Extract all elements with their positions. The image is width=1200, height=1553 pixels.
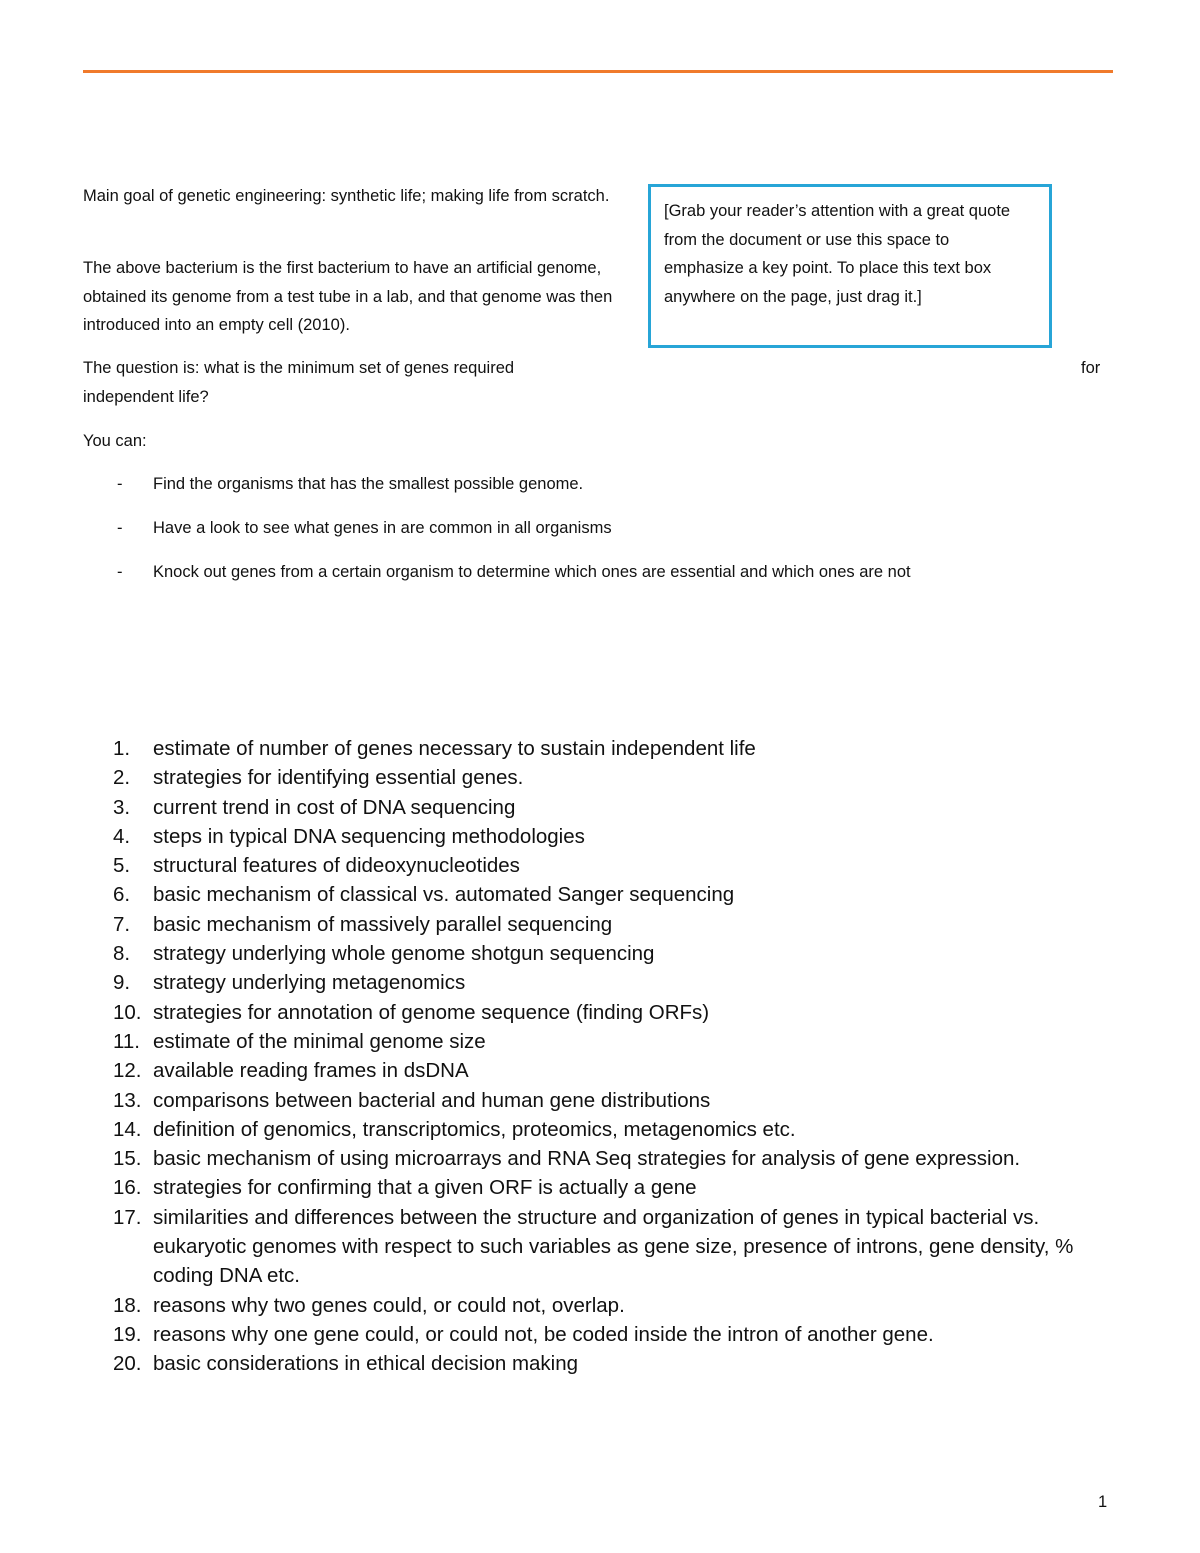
bullet-dash: - [117,519,123,537]
list-item [113,1056,1113,1085]
list-item [113,793,1113,822]
bullet-item [117,514,911,543]
list-number: 20. [113,1352,142,1376]
pull-quote-text[interactable]: [Grab your reader’s attention with a great quote from the document or use this space to emphasize a key point. To place this text box anywhere on the page, just drag it.] [664,202,1011,306]
list-number: 14. [113,1117,142,1141]
bullet-text: Knock out genes from a certain organism to determine which ones are essential and which ones are not [153,563,911,581]
list-item [113,1203,1113,1291]
list-number: 11. [113,1029,140,1053]
list-number: 15. [113,1147,142,1171]
list-number: 4. [113,824,131,848]
list-text: strategies for annotation of genome sequence (finding ORFs) [153,1000,710,1024]
list-item [113,968,1113,997]
bullet-text: Have a look to see what genes in are common in all organisms [153,519,612,537]
bullet-dash: - [117,475,123,493]
question-text: The question is: what is the minimum set of genes required [83,359,515,377]
page-number: 1 [1098,1493,1108,1511]
list-item [113,880,1113,909]
you-can-label: You can: [83,432,147,450]
bullet-item [117,470,911,499]
list-text: strategies for identifying essential genes. [153,766,524,790]
list-item [113,1027,1113,1056]
list-number: 3. [113,795,131,819]
list-item [113,1173,1113,1202]
list-number: 8. [113,942,131,966]
list-number: 16. [113,1176,142,1200]
question-text-continued: independent life? [83,387,209,406]
list-text: strategy underlying metagenomics [153,971,466,995]
list-item [113,1115,1113,1144]
list-item [113,822,1113,851]
list-number: 18. [113,1293,142,1317]
strategy-bullet-list [117,470,911,602]
list-text: basic mechanism of using microarrays and RNA Seq strategies for analysis of gene expression. [153,1147,1021,1171]
list-text: structural features of dideoxynucleotides [153,854,520,878]
pull-quote-box[interactable] [648,184,1052,348]
list-number: 5. [113,854,131,878]
list-number: 6. [113,883,131,907]
list-item [113,734,1113,763]
intro-paragraph-2: The above bacterium is the first bacterium to have an artificial genome, obtained its genome from a test tube in a lab, and that genome was then introduced into an empty cell (2010). [83,259,613,334]
list-text: basic mechanism of classical vs. automated Sanger sequencing [153,883,735,907]
learning-objectives-list [113,734,1113,1379]
bullet-text: Find the organisms that has the smallest possible genome. [153,475,584,493]
intro-paragraph-3 [83,354,643,411]
list-text: estimate of number of genes necessary to sustain independent life [153,737,756,760]
list-item [113,1086,1113,1115]
bullet-item [117,558,911,587]
list-item [113,1291,1113,1320]
list-number: 2. [113,766,131,790]
list-text: basic considerations in ethical decision making [153,1352,579,1376]
list-text: strategies for confirming that a given ORF is actually a gene [153,1176,697,1200]
list-number: 10. [113,1000,142,1024]
list-text: strategy underlying whole genome shotgun sequencing [153,942,655,966]
list-item [113,910,1113,939]
list-text: basic mechanism of massively parallel sequencing [153,912,613,936]
question-for-word: for [1081,359,1101,377]
list-item [113,1349,1113,1378]
list-item [113,998,1113,1027]
list-text: estimate of the minimal genome size [153,1029,486,1053]
list-text: available reading frames in dsDNA [153,1059,469,1083]
list-text: definition of genomics, transcriptomics, proteomics, metagenomics etc. [153,1117,796,1141]
list-text: reasons why two genes could, or could not, overlap. [153,1293,625,1317]
list-item [113,763,1113,792]
list-text: comparisons between bacterial and human gene distributions [153,1088,711,1112]
list-number: 17. [113,1205,142,1229]
list-number: 19. [113,1322,142,1346]
intro-paragraph-1: Main goal of genetic engineering: synthetic life; making life from scratch. [83,187,610,205]
list-text: steps in typical DNA sequencing methodologies [153,824,585,848]
list-number: 7. [113,912,131,936]
header-rule [83,70,1113,73]
list-item [113,851,1113,880]
list-number: 13. [113,1088,142,1112]
list-number: 9. [113,971,131,995]
bullet-dash: - [117,563,123,581]
list-number: 1. [113,737,131,760]
list-text: current trend in cost of DNA sequencing [153,795,516,819]
list-text: similarities and differences between the structure and organization of genes in typical bacterial vs. eukaryotic genomes with respect to such variables as gene size, presence of introns, gene density, % coding DNA etc. [153,1205,1074,1288]
list-item [113,1144,1113,1173]
list-number: 12. [113,1059,142,1083]
list-item [113,1320,1113,1349]
list-item [113,939,1113,968]
list-text: reasons why one gene could, or could not, be coded inside the intron of another gene. [153,1322,934,1346]
